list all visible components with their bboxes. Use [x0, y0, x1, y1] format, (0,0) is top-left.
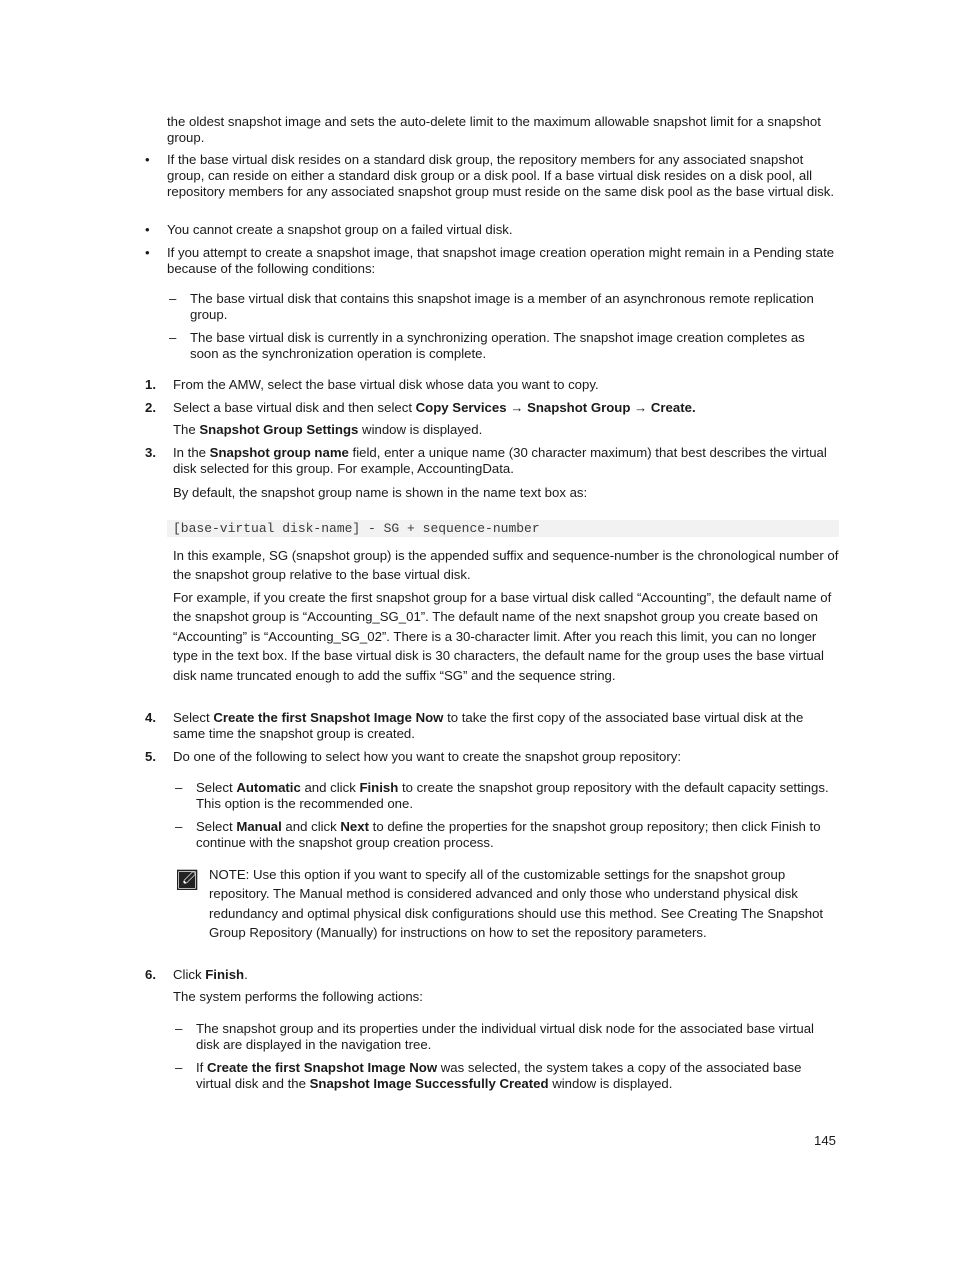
step-number: 5.	[145, 749, 156, 764]
step-number: 6.	[145, 967, 156, 982]
bullet-marker: •	[145, 245, 150, 260]
step-paragraph: For example, if you create the first snapshot group for a base virtual disk called “Accounting”, the default name of the snapshot group is “Accounting_SG_01”. The default name of the next snapshot group you create based on “Accounting” is “Accounting_SG_02”. There is a 30-character limit. After you reach this limit, you can no longer type in the text box. If the base virtual disk is 30 characters, the default name for the group uses the base virtual disk name truncated enough to add the suffix “SG” and the sequence string.	[173, 590, 832, 683]
step-paragraph: In this example, SG (snapshot group) is the appended suffix and sequence-number is the chronological number of the snapshot group relative to the base virtual disk.	[173, 548, 839, 583]
step-text: Select Create the first Snapshot Image Now to take the first copy of the associated base virtual disk at the same time the snapshot group is created.	[173, 710, 804, 741]
page-number: 145	[814, 1133, 837, 1148]
note-label: NOTE:	[209, 867, 250, 882]
dash-marker: –	[169, 330, 177, 345]
step-text: Click Finish.	[173, 967, 248, 982]
step-text: Do one of the following to select how you want to create the snapshot group repository:	[173, 749, 682, 764]
sub-list-item: The base virtual disk is currently in a synchronizing operation. The snapshot image creation completes as soon as the synchronization operation is complete.	[190, 330, 805, 361]
option-manual: Select Manual and click Next to define the properties for the snapshot group repository; then click Finish to continue with the snapshot group creation process.	[196, 819, 821, 850]
step-text: From the AMW, select the base virtual disk whose data you want to copy.	[173, 377, 599, 392]
step-text: Select a base virtual disk and then select Copy Services → Snapshot Group → Create.	[173, 400, 696, 415]
step-paragraph: By default, the snapshot group name is shown in the name text box as:	[173, 485, 588, 500]
menu-path-snapshot-group: Snapshot Group	[527, 400, 631, 415]
step-text: In the Snapshot group name field, enter a unique name (30 character maximum) that best describes the virtual disk selected for this group. For example, AccountingData.	[173, 445, 827, 476]
sub-list-item: The base virtual disk that contains this snapshot image is a member of an asynchronous remote replication group.	[190, 291, 814, 322]
dash-marker: –	[175, 780, 183, 795]
bullet-item: If the base virtual disk resides on a standard disk group, the repository members for any associated snapshot group, can reside on either a standard disk group or a disk pool. If a base virtual disk resides on a disk pool, all repository members for any associated snapshot group must reside on the same disk pool as the base virtual disk.	[167, 152, 835, 199]
step-number: 4.	[145, 710, 156, 725]
dash-marker: –	[175, 819, 183, 834]
menu-path-copy-services: Copy Services	[415, 400, 507, 415]
action-item: If Create the first Snapshot Image Now was selected, the system takes a copy of the associated base virtual disk and the Snapshot Image Successfully Created window is displayed.	[196, 1060, 802, 1091]
menu-path-create: Create.	[650, 400, 696, 415]
step-result: The Snapshot Group Settings window is displayed.	[173, 422, 483, 437]
bullet-marker: •	[145, 222, 150, 237]
bullet-marker: •	[145, 152, 150, 167]
step-paragraph: The system performs the following actions:	[173, 989, 423, 1004]
bullet-item: If you attempt to create a snapshot image, that snapshot image creation operation might remain in a Pending state because of the following conditions:	[167, 245, 835, 276]
step-number: 2.	[145, 400, 156, 415]
dash-marker: –	[169, 291, 177, 306]
code-text: [base-virtual disk-name] - SG + sequence-number	[173, 521, 540, 536]
note-paragraph: NOTE: Use this option if you want to specify all of the customizable settings for the snapshot group repository. The Manual method is considered advanced and only those who understand physical disk redundancy and optimal physical disk configurations should use this method. See Creating The Snapshot Group Repository (Manually) for instructions on how to set the repository parameters.	[209, 867, 824, 941]
option-automatic: Select Automatic and click Finish to create the snapshot group repository with the default capacity settings. This option is the recommended one.	[196, 780, 829, 811]
dash-marker: –	[175, 1021, 183, 1036]
action-item: The snapshot group and its properties under the individual virtual disk node for the associated base virtual disk are displayed in the navigation tree.	[196, 1021, 814, 1052]
step-number: 1.	[145, 377, 156, 392]
continued-paragraph: the oldest snapshot image and sets the auto-delete limit to the maximum allowable snapshot limit for a snapshot group.	[167, 114, 821, 145]
dash-marker: –	[175, 1060, 183, 1075]
bullet-item: You cannot create a snapshot group on a failed virtual disk.	[167, 222, 513, 237]
step-number: 3.	[145, 445, 156, 460]
note-pencil-icon	[177, 868, 199, 890]
